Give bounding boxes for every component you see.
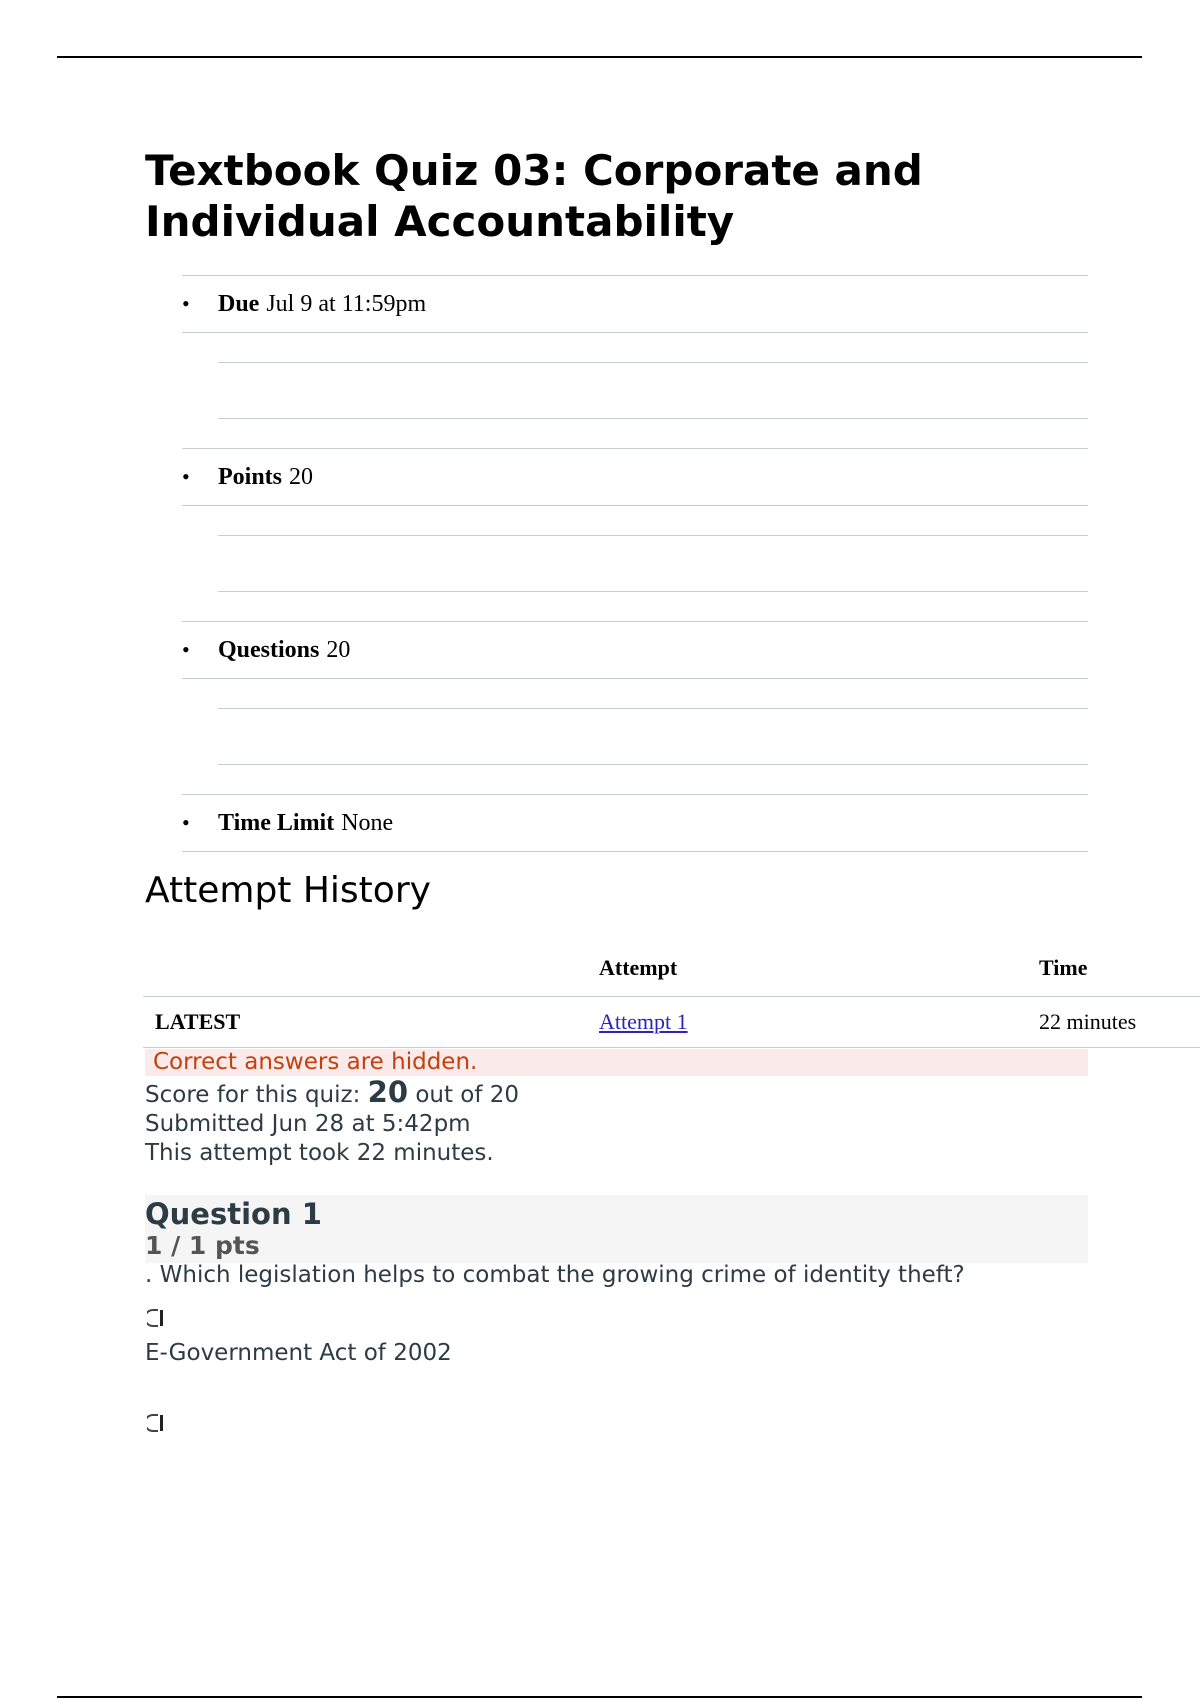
table-header-blank [143,940,599,997]
detail-due [182,275,1088,448]
table-header-time: Time [1039,940,1200,997]
table-row [143,997,1200,1048]
question-header [145,1195,1088,1263]
submitted-time: Submitted Jun 28 at 5:42pm [145,1111,471,1137]
detail-label: Questions [218,636,320,663]
answer-option: E-Government Act of 2002 [145,1340,452,1366]
radio-button-icon[interactable] [147,1307,167,1335]
latest-label: LATEST [155,1009,241,1034]
attempt-1-link[interactable]: Attempt 1 [599,1009,688,1034]
score-prefix: Score for this quiz: [145,1082,361,1108]
question-points: 1 / 1 pts [145,1231,260,1260]
detail-questions [182,621,1088,794]
attempt-duration: This attempt took 22 minutes. [145,1140,494,1166]
question-text: . Which legislation helps to combat the growing crime of identity theft? [145,1262,965,1288]
score-line [145,1075,520,1110]
radio-button-icon[interactable] [147,1412,167,1440]
bullet-icon: • [182,810,190,835]
detail-value: None [341,809,394,836]
answers-hidden-notice: Correct answers are hidden. [145,1049,1088,1076]
detail-label: Time Limit [218,809,335,836]
quiz-title: Textbook Quiz 03: Corporate and Individual Accountability [145,146,923,246]
bullet-icon: • [182,637,190,662]
detail-points [182,448,1088,621]
detail-value: 20 [289,463,314,490]
page-top-rule [57,56,1142,58]
page-bottom-rule [57,1696,1142,1698]
quiz-details-list [182,275,1088,852]
score-summary [145,1075,520,1168]
detail-value: 20 [326,636,351,663]
attempt-time: 22 minutes [1039,997,1200,1048]
bullet-icon: • [182,291,190,316]
attempt-history-table [143,940,1200,1048]
table-header-attempt: Attempt [599,940,1039,997]
attempt-history-title: Attempt History [145,870,431,911]
detail-value: Jul 9 at 11:59pm [266,290,427,317]
question-title: Question 1 [145,1197,322,1231]
score-value: 20 [367,1075,409,1109]
detail-time-limit [182,794,1088,852]
score-suffix: out of 20 [415,1082,520,1108]
detail-label: Points [218,463,283,490]
bullet-icon: • [182,464,190,489]
detail-label: Due [218,290,260,317]
